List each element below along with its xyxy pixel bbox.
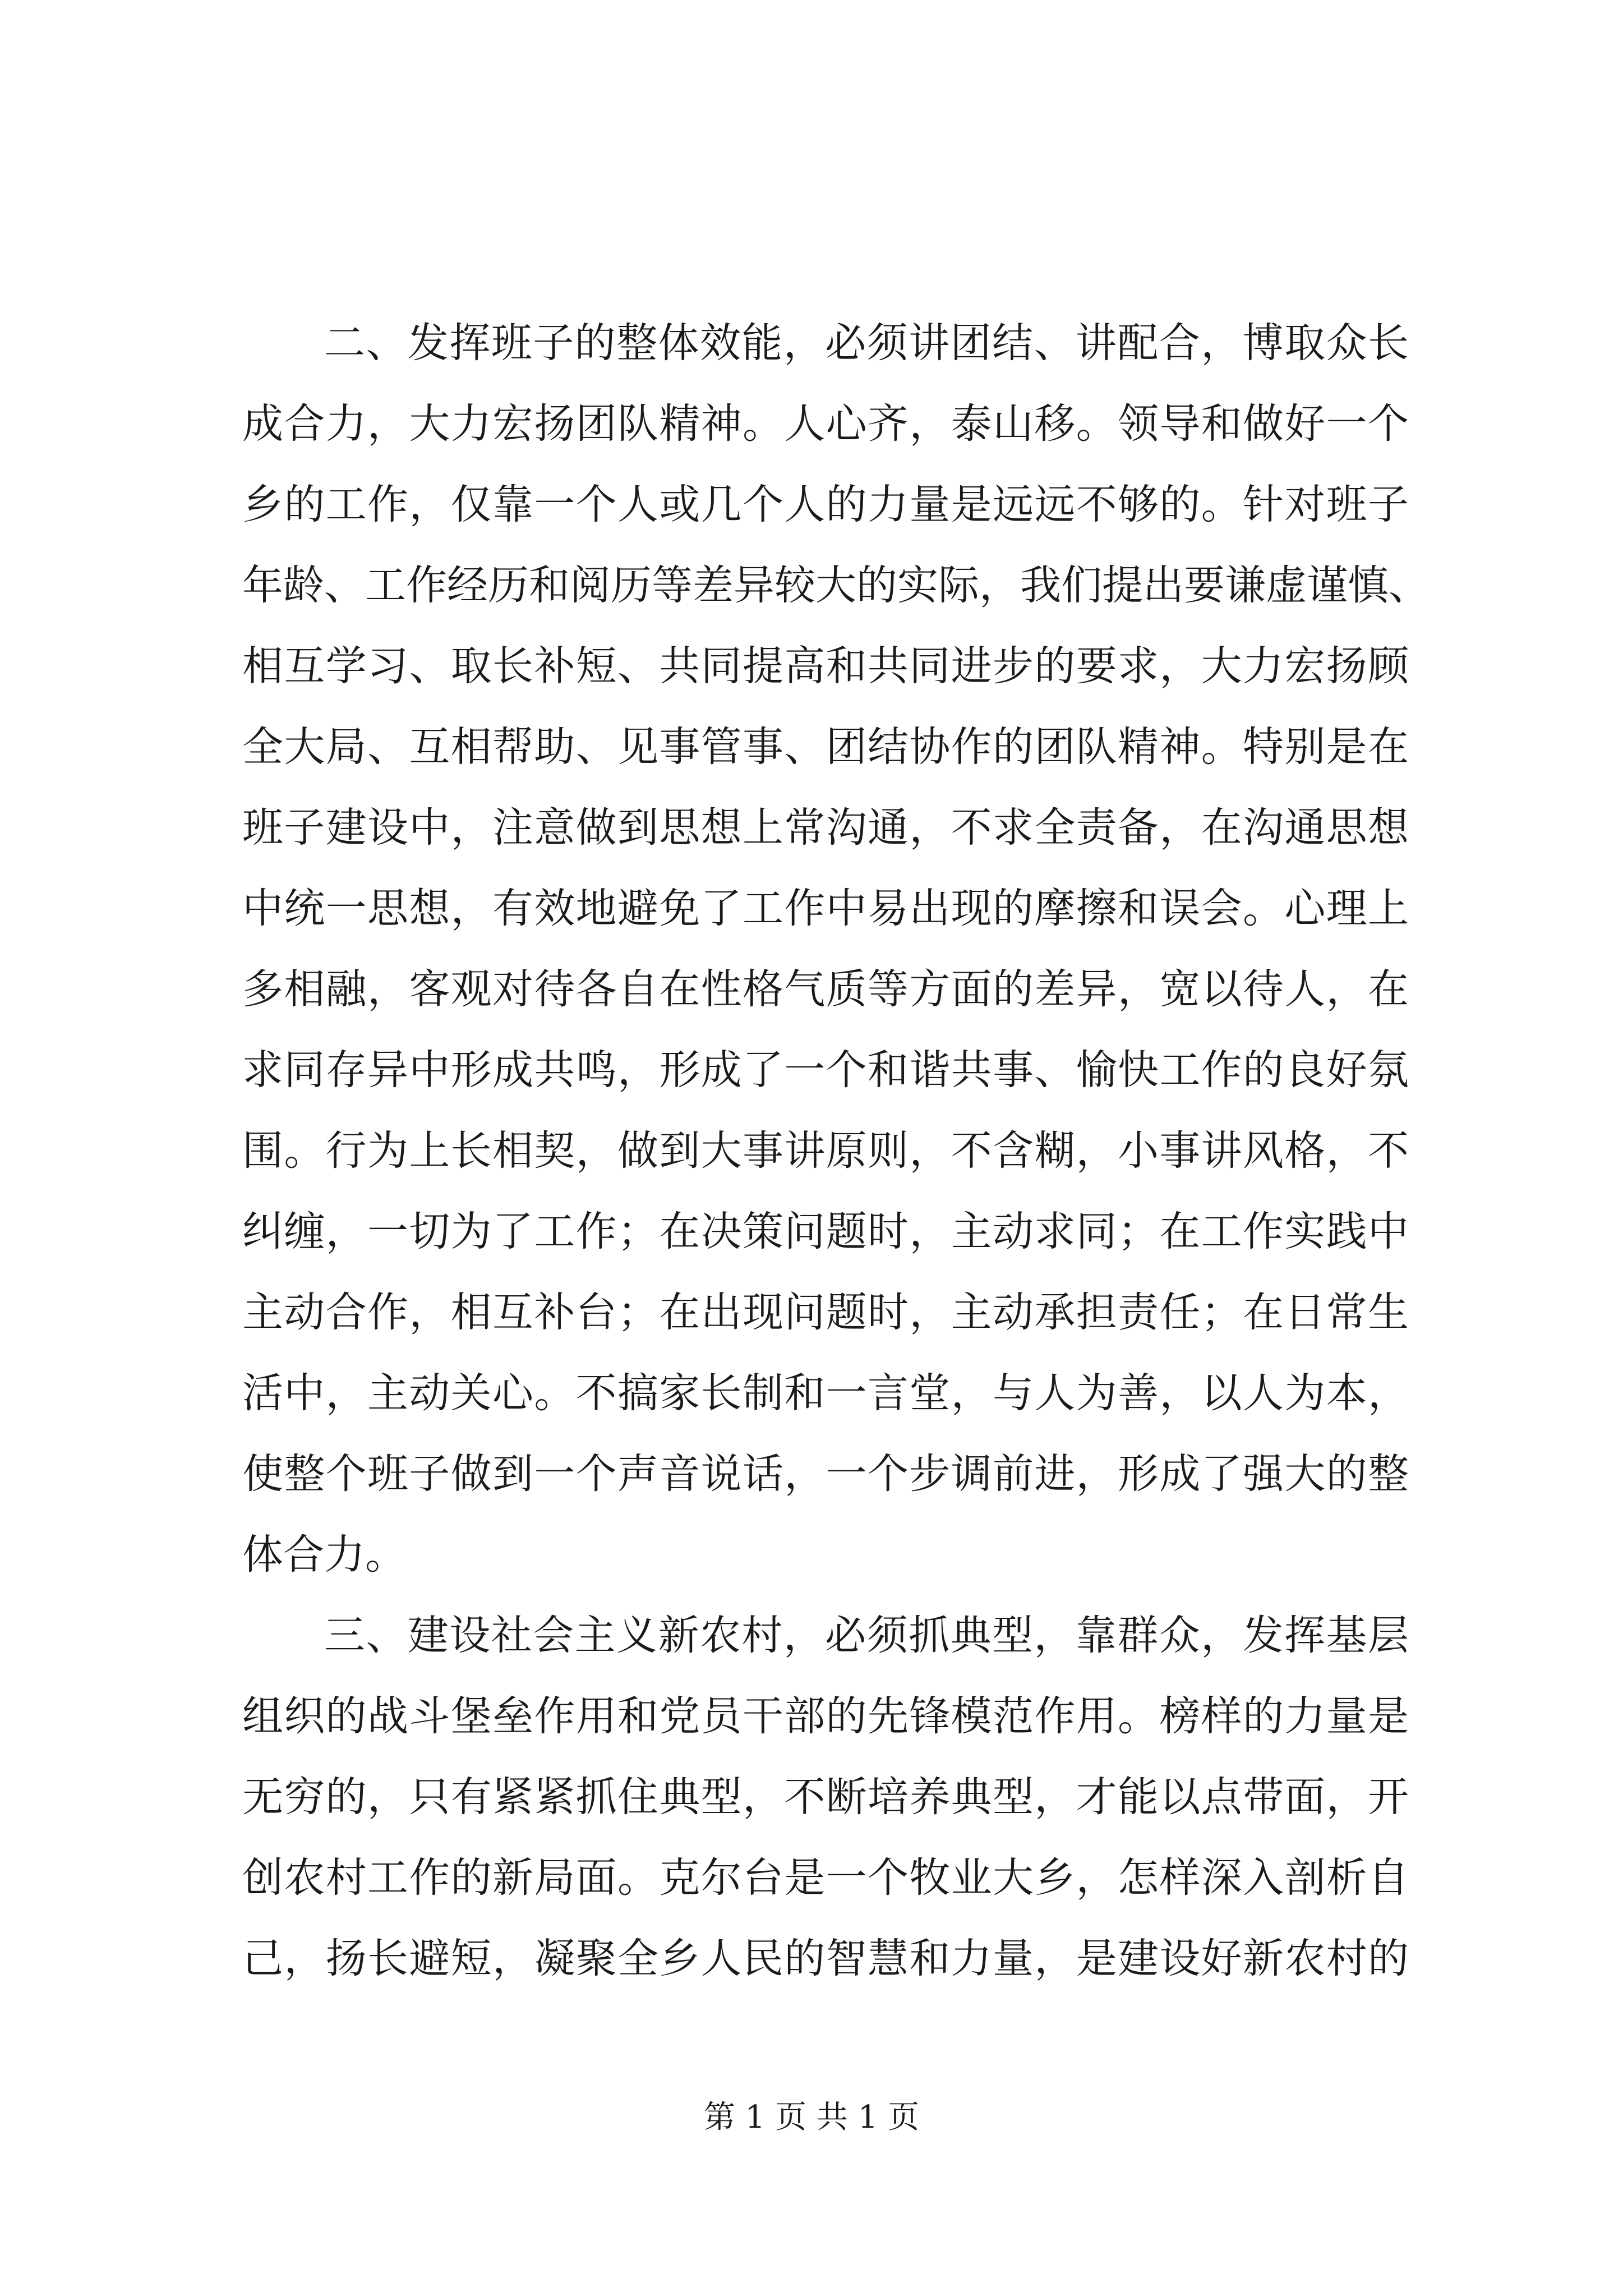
text-line: 创农村工作的新局面。克尔台是一个牧业大乡，怎样深入剖析自 bbox=[242, 1854, 1409, 1902]
text-line: 围。行为上长相契，做到大事讲原则，不含糊，小事讲风格，不 bbox=[242, 1127, 1409, 1175]
text-line: 多相融，客观对待各自在性格气质等方面的差异，宽以待人，在 bbox=[242, 965, 1409, 1013]
text-line: 二、发挥班子的整体效能，必须讲团结、讲配合，博取众长 bbox=[324, 319, 1409, 367]
text-line: 无穷的，只有紧紧抓住典型，不断培养典型，才能以点带面，开 bbox=[242, 1773, 1409, 1821]
text-line: 主动合作，相互补台；在出现问题时，主动承担责任；在日常生 bbox=[242, 1289, 1409, 1336]
text-line: 相互学习、取长补短、共同提高和共同进步的要求，大力宏扬顾 bbox=[242, 642, 1409, 690]
document-body bbox=[242, 303, 1430, 1999]
text-line: 中统一思想，有效地避免了工作中易出现的摩擦和误会。心理上 bbox=[242, 885, 1409, 932]
page-number-footer: 第 1 页 共 1 页 bbox=[703, 2099, 920, 2136]
text-line: 求同存异中形成共鸣，形成了一个和谐共事、愉快工作的良好氛 bbox=[242, 1046, 1409, 1094]
text-line: 成合力，大力宏扬团队精神。人心齐，泰山移。领导和做好一个 bbox=[242, 400, 1409, 448]
text-line: 组织的战斗堡垒作用和党员干部的先锋模范作用。榜样的力量是 bbox=[242, 1692, 1409, 1740]
text-line: 体合力。 bbox=[242, 1531, 406, 1579]
text-line: 年龄、工作经历和阅历等差异较大的实际，我们提出要谦虚谨慎、 bbox=[242, 562, 1430, 609]
text-line: 乡的工作，仅靠一个人或几个人的力量是远远不够的。针对班子 bbox=[242, 481, 1409, 528]
text-line: 班子建设中，注意做到思想上常沟通，不求全责备，在沟通思想 bbox=[242, 804, 1409, 852]
text-line: 使整个班子做到一个声音说话，一个步调前进，形成了强大的整 bbox=[242, 1450, 1409, 1498]
text-line: 全大局、互相帮助、见事管事、团结协作的团队精神。特别是在 bbox=[242, 723, 1409, 771]
text-line: 三、建设社会主义新农村，必须抓典型，靠群众，发挥基层 bbox=[324, 1612, 1409, 1659]
text-line: 己，扬长避短，凝聚全乡人民的智慧和力量，是建设好新农村的 bbox=[242, 1935, 1409, 1982]
text-line: 纠缠，一切为了工作；在决策问题时，主动求同；在工作实践中 bbox=[242, 1208, 1409, 1255]
text-line: 活中，主动关心。不搞家长制和一言堂，与人为善，以人为本， bbox=[242, 1369, 1409, 1417]
paragraph-section-three bbox=[242, 1595, 1409, 1999]
paragraph-section-two bbox=[242, 303, 1430, 1595]
